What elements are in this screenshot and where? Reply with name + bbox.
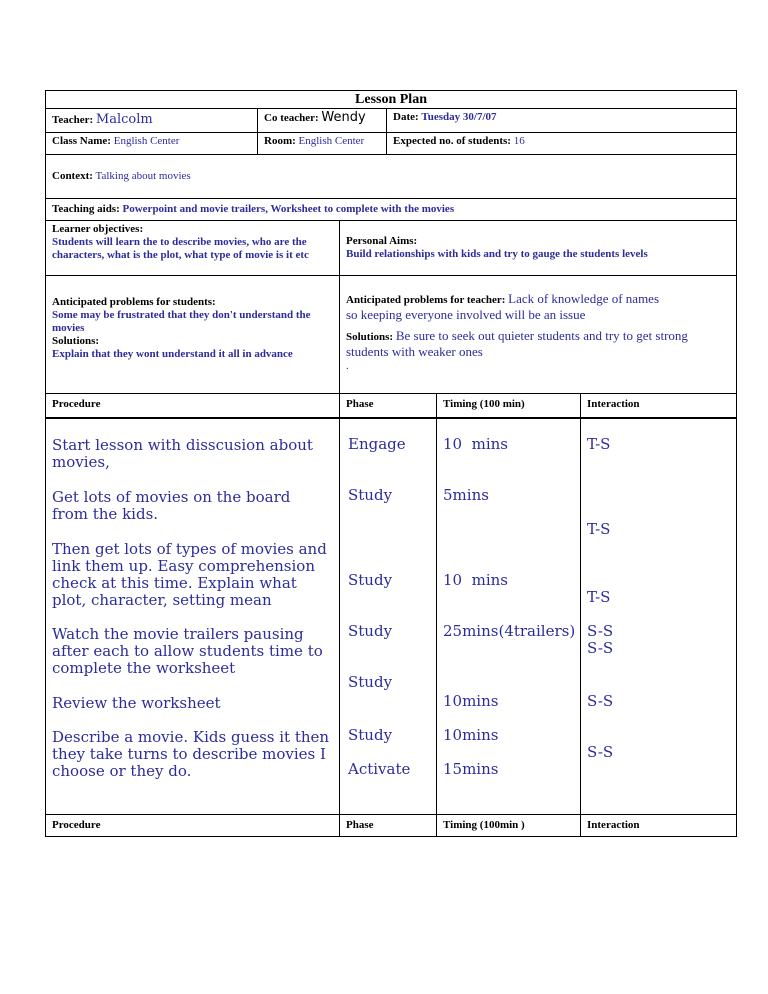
phase-item: Study — [348, 621, 393, 640]
anticipated-teacher-value-a: Lack of knowledge of names — [508, 291, 660, 306]
teacher-cell — [46, 109, 258, 133]
phase-item: Study — [348, 570, 393, 589]
lesson-plan-table — [45, 90, 737, 837]
procedure-item: Watch the movie trailers pausing after each to allow students time to complete the worksheet — [52, 624, 323, 677]
timing-item: 15mins — [443, 759, 499, 778]
anticipated-teacher-cell — [340, 276, 737, 394]
footer-timing: Timing (100min ) — [437, 814, 581, 836]
anticipated-students-cell — [46, 276, 340, 394]
expected-value: 16 — [513, 135, 525, 147]
timing-cell — [437, 418, 581, 815]
anticipated-students-label: Anticipated problems for students: — [52, 296, 216, 308]
personal-aims-label: Personal Aims: — [346, 235, 418, 247]
interaction-item: S-S — [587, 691, 614, 710]
interaction-cell — [581, 418, 737, 815]
procedure-item: Then get lots of types of movies and link them up. Easy comprehension check at this time. Explain what plot, character, setting mean — [52, 539, 327, 609]
procedure-item: Get lots of movies on the board from the kids. — [52, 487, 291, 523]
phase-cell — [340, 418, 437, 815]
timing-item: 10mins — [443, 725, 499, 744]
personal-aims-value: Build relationships with kids and try to gauge the students levels — [346, 248, 648, 260]
interaction-item: S-S — [587, 621, 614, 640]
teaching-aids-cell — [46, 199, 737, 221]
header-interaction: Interaction — [581, 394, 737, 418]
phase-item: Study — [348, 725, 393, 744]
lesson-plan-document — [45, 90, 736, 837]
learner-objectives-value: Students will learn the to describe movies, who are the characters, what is the plot, what type of movie is it etc — [52, 236, 309, 261]
header-timing: Timing (100 min) — [437, 394, 581, 418]
header-procedure: Procedure — [46, 394, 340, 418]
teacher-value: Malcolm — [95, 112, 153, 127]
phase-item: Activate — [348, 759, 411, 778]
interaction-item: T-S — [587, 519, 611, 538]
footer-phase: Phase — [340, 814, 437, 836]
timing-item: 10 mins — [443, 434, 509, 453]
teaching-aids-value: Powerpoint and movie trailers, Worksheet to complete with the movies — [122, 203, 455, 215]
solutions-teacher-dot: . — [346, 360, 349, 372]
header-phase: Phase — [340, 394, 437, 418]
phase-item: Engage — [348, 434, 406, 453]
teaching-aids-label: Teaching aids: — [52, 203, 120, 215]
expected-label: Expected no. of students: — [393, 135, 511, 147]
procedure-cell — [46, 418, 340, 815]
solutions-teacher-label: Solutions: — [346, 331, 394, 343]
context-cell — [46, 155, 737, 199]
context-value: Talking about movies — [95, 170, 191, 182]
page-title: Lesson Plan — [46, 91, 737, 109]
timing-item: 10 mins — [443, 570, 509, 589]
teacher-label: Teacher: — [52, 114, 94, 126]
date-cell — [387, 109, 737, 133]
co-teacher-cell — [258, 109, 387, 133]
interaction-item: S-S — [587, 742, 614, 761]
room-label: Room: — [264, 135, 296, 147]
solutions-students-label: Solutions: — [52, 335, 100, 347]
timing-item: 10mins — [443, 691, 499, 710]
context-label: Context: — [52, 170, 93, 182]
date-value: Tuesday 30/7/07 — [421, 111, 497, 123]
interaction-item: S-S — [587, 638, 614, 657]
anticipated-students-value: Some may be frustrated that they don't understand the movies — [52, 309, 311, 334]
room-value: English Center — [298, 135, 365, 147]
procedure-item: Start lesson with disscusion about movies, — [52, 435, 313, 471]
interaction-item: T-S — [587, 434, 611, 453]
solutions-students-value: Explain that they wont understand it all in advance — [52, 348, 293, 360]
class-name-value: English Center — [113, 135, 180, 147]
footer-procedure: Procedure — [46, 814, 340, 836]
anticipated-teacher-label: Anticipated problems for teacher: — [346, 294, 506, 306]
class-name-label: Class Name: — [52, 135, 111, 147]
personal-aims-cell — [340, 221, 737, 276]
timing-item: 25mins(4trailers) — [443, 621, 576, 640]
expected-cell — [387, 133, 737, 155]
class-name-cell — [46, 133, 258, 155]
learner-objectives-cell — [46, 221, 340, 276]
phase-item: Study — [348, 672, 393, 691]
timing-item: 5mins — [443, 485, 489, 504]
co-teacher-label: Co teacher: — [264, 112, 319, 124]
phase-item: Study — [348, 485, 393, 504]
interaction-item: T-S — [587, 587, 611, 606]
learner-objectives-label: Learner objectives: — [52, 223, 144, 235]
procedure-item: Review the worksheet — [52, 693, 221, 712]
room-cell — [258, 133, 387, 155]
co-teacher-value: Wendy — [321, 110, 366, 125]
anticipated-teacher-value-b: so keeping everyone involved will be an issue — [346, 307, 586, 322]
footer-interaction: Interaction — [581, 814, 737, 836]
date-label: Date: — [393, 111, 419, 123]
procedure-item: Describe a movie. Kids guess it then they take turns to describe movies I choose or they do. — [52, 727, 330, 780]
solutions-teacher-value: Be sure to seek out quieter students and try to get strong students with weaker ones — [346, 328, 688, 359]
